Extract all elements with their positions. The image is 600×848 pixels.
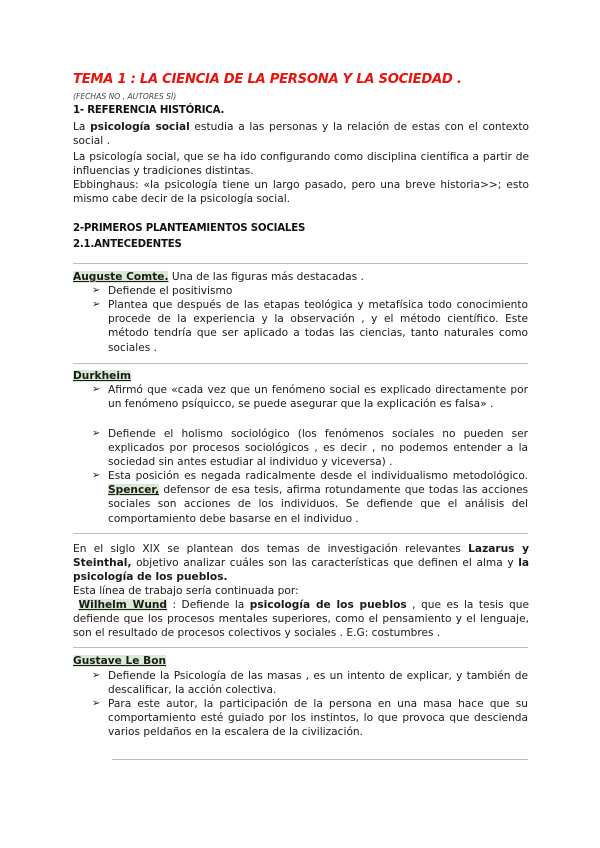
divider	[73, 363, 528, 364]
section-heading-1: 1- REFERENCIA HISTÓRICA.	[73, 105, 225, 116]
comte-bullet-1: Defiende el positivismo	[108, 285, 233, 297]
lebon-name: Gustave Le Bon	[73, 655, 167, 667]
durkheim-bullet-3: Esta posición es negada radicalmente desde el individualismo metodológico. Spencer, defensor de esa tesis, afirma rotundamente que todas las acciones sociales son acciones de los individuos. Se defiende que el análisis del comportamiento debe basarse en el individuo .	[108, 470, 528, 525]
divider	[73, 647, 528, 648]
bullet-icon: ➢	[92, 470, 101, 481]
divider	[73, 533, 528, 534]
bullet-icon: ➢	[92, 299, 101, 310]
bullet-icon: ➢	[92, 384, 101, 395]
paragraph-continuada: Esta línea de trabajo sería continuada por:	[73, 585, 299, 597]
durkheim-name: Durkheim	[73, 370, 132, 382]
bullet-icon: ➢	[92, 670, 101, 681]
subsection-heading: 2.1.ANTECEDENTES	[73, 239, 182, 250]
paragraph-psicologia-social: La psicología social estudia a las personas y la relación de estas con el contexto social .	[73, 121, 529, 148]
lebon-bullet-1: Defiende la Psicología de las masas , es un intento de explicar, y también de descalificar, la acción colectiva.	[108, 670, 528, 697]
durkheim-bullet-1: Afirmó que «cada vez que un fenómeno social es explicado directamente por un fenómeno psíquicco, se puede asegurar que la explicación es falsa» .	[108, 384, 528, 411]
lebon-bullet-2: Para este autor, la participación de la persona en una masa hace que su comportamiento esté guiado por los instintos, lo que provoca que descienda varios peldaños en la escalera de la civilización.	[108, 698, 528, 739]
bullet-icon: ➢	[92, 285, 101, 296]
durkheim-bullet-2: Defiende el holismo sociológico (los fenómenos sociales no pueden ser explicados por procesos sociológicos , es decir , no podemos entender a la sociedad sin antes estudiar al individuo y viceversa) .	[108, 428, 528, 469]
divider	[73, 263, 528, 264]
divider	[112, 759, 528, 760]
bullet-icon: ➢	[92, 698, 101, 709]
page-title: TEMA 1 : LA CIENCIA DE LA PERSONA Y LA SOCIEDAD .	[73, 72, 462, 87]
bullet-icon: ➢	[92, 428, 101, 439]
section-heading-2: 2-PRIMEROS PLANTEAMIENTOS SOCIALES	[73, 223, 306, 234]
comte-intro: Auguste Comte. Una de las figuras más destacadas .	[73, 271, 364, 283]
comte-bullet-2: Plantea que después de las etapas teológica y metafísica todo conocimiento procede de la experiencia y la observación , y el método científico. Este método tendría que ser aplicado a todas las ciencias, tanto naturales como sociales .	[108, 299, 528, 354]
paragraph-ebbinghaus: Ebbinghaus: «la psicología tiene un largo pasado, pero una breve historia>>; esto mismo cabe decir de la psicología social.	[73, 179, 529, 206]
paragraph-wund: Wilhelm Wund : Defiende la psicología de los pueblos , que es la tesis que defiende que los procesos mentales superiores, como el pensamiento y el lenguaje, son el resultado de procesos colectivos y sociales . E.G: costumbres .	[73, 599, 530, 640]
paragraph-disciplina: La psicología social, que se ha ido configurando como disciplina científica a partir de influencias y tradiciones distintas.	[73, 151, 529, 178]
paragraph-siglo-xix: En el siglo XIX se plantean dos temas de investigación relevantes Lazarus y Steinthal, objetivo analizar cuáles son las características que definen el alma y la psicología de los pueblos.	[73, 543, 529, 584]
title-note: (FECHAS NO , AUTORES SÍ)	[73, 92, 177, 101]
